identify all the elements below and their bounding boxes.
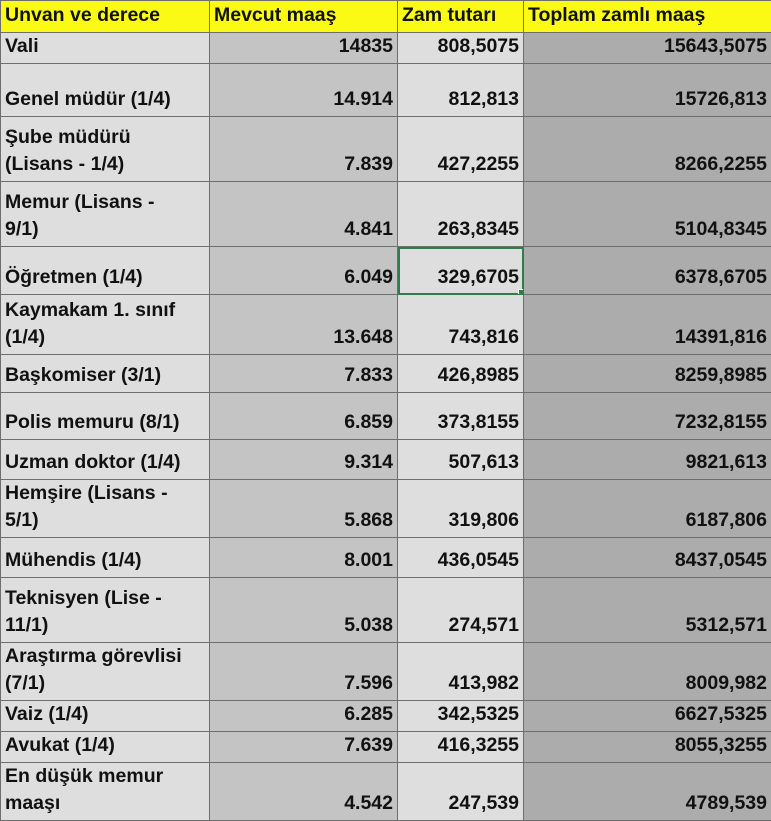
- current-cell[interactable]: 9.314: [210, 440, 398, 480]
- raise-cell[interactable]: 373,8155: [398, 393, 524, 440]
- total-cell[interactable]: 9821,613: [524, 440, 771, 480]
- current-cell[interactable]: 7.839: [210, 117, 398, 182]
- table-row: [1, 643, 771, 701]
- total-cell[interactable]: 14391,816: [524, 295, 771, 355]
- total-cell[interactable]: 15643,5075: [524, 33, 771, 64]
- raise-cell[interactable]: 329,6705: [398, 247, 524, 295]
- current-cell[interactable]: 4.841: [210, 182, 398, 247]
- current-cell[interactable]: 5.038: [210, 578, 398, 643]
- current-cell[interactable]: 6.285: [210, 701, 398, 732]
- current-cell[interactable]: 7.596: [210, 643, 398, 701]
- title-cell[interactable]: Araştırma görevlisi (7/1): [1, 643, 210, 701]
- raise-cell[interactable]: 413,982: [398, 643, 524, 701]
- raise-cell[interactable]: 808,5075: [398, 33, 524, 64]
- title-cell[interactable]: Teknisyen (Lise - 11/1): [1, 578, 210, 643]
- table-row: [1, 117, 771, 182]
- total-cell[interactable]: 15726,813: [524, 64, 771, 117]
- title-cell[interactable]: Mühendis (1/4): [1, 538, 210, 578]
- raise-cell[interactable]: 247,539: [398, 763, 524, 821]
- raise-cell[interactable]: 274,571: [398, 578, 524, 643]
- total-cell[interactable]: 5312,571: [524, 578, 771, 643]
- table-row: [1, 732, 771, 763]
- table-body: [1, 33, 771, 821]
- table-row: [1, 33, 771, 64]
- header-cell[interactable]: Toplam zamlı maaş: [524, 1, 771, 33]
- current-cell[interactable]: 5.868: [210, 480, 398, 538]
- total-cell[interactable]: 8055,3255: [524, 732, 771, 763]
- title-cell[interactable]: Polis memuru (8/1): [1, 393, 210, 440]
- title-cell[interactable]: Hemşire (Lisans - 5/1): [1, 480, 210, 538]
- table-row: [1, 701, 771, 732]
- table-row: [1, 578, 771, 643]
- title-cell[interactable]: En düşük memur maaşı: [1, 763, 210, 821]
- table-row: [1, 247, 771, 295]
- table-row: [1, 480, 771, 538]
- total-cell[interactable]: 8437,0545: [524, 538, 771, 578]
- raise-cell[interactable]: 426,8985: [398, 355, 524, 393]
- header-row: [1, 1, 771, 33]
- current-cell[interactable]: 13.648: [210, 295, 398, 355]
- table-row: [1, 182, 771, 247]
- header-cell[interactable]: Mevcut maaş: [210, 1, 398, 33]
- current-cell[interactable]: 4.542: [210, 763, 398, 821]
- title-cell[interactable]: Vaiz (1/4): [1, 701, 210, 732]
- title-cell[interactable]: Öğretmen (1/4): [1, 247, 210, 295]
- current-cell[interactable]: 14.914: [210, 64, 398, 117]
- title-cell[interactable]: Avukat (1/4): [1, 732, 210, 763]
- total-cell[interactable]: 5104,8345: [524, 182, 771, 247]
- header-cell[interactable]: Unvan ve derece: [1, 1, 210, 33]
- title-cell[interactable]: Başkomiser (3/1): [1, 355, 210, 393]
- title-cell[interactable]: Uzman doktor (1/4): [1, 440, 210, 480]
- total-cell[interactable]: 4789,539: [524, 763, 771, 821]
- title-cell[interactable]: Memur (Lisans - 9/1): [1, 182, 210, 247]
- total-cell[interactable]: 6378,6705: [524, 247, 771, 295]
- raise-cell[interactable]: 319,806: [398, 480, 524, 538]
- table-row: [1, 538, 771, 578]
- table-row: [1, 355, 771, 393]
- total-cell[interactable]: 8266,2255: [524, 117, 771, 182]
- current-cell[interactable]: 6.049: [210, 247, 398, 295]
- raise-cell[interactable]: 436,0545: [398, 538, 524, 578]
- raise-cell[interactable]: 342,5325: [398, 701, 524, 732]
- title-cell[interactable]: Vali: [1, 33, 210, 64]
- total-cell[interactable]: 8009,982: [524, 643, 771, 701]
- current-cell[interactable]: 7.639: [210, 732, 398, 763]
- current-cell[interactable]: 6.859: [210, 393, 398, 440]
- table-row: [1, 440, 771, 480]
- raise-cell[interactable]: 507,613: [398, 440, 524, 480]
- raise-cell[interactable]: 263,8345: [398, 182, 524, 247]
- raise-cell[interactable]: 416,3255: [398, 732, 524, 763]
- total-cell[interactable]: 6187,806: [524, 480, 771, 538]
- raise-cell[interactable]: 743,816: [398, 295, 524, 355]
- table-row: [1, 763, 771, 821]
- raise-cell[interactable]: 812,813: [398, 64, 524, 117]
- total-cell[interactable]: 7232,8155: [524, 393, 771, 440]
- raise-cell[interactable]: 427,2255: [398, 117, 524, 182]
- total-cell[interactable]: 8259,8985: [524, 355, 771, 393]
- header-cell[interactable]: Zam tutarı: [398, 1, 524, 33]
- title-cell[interactable]: Genel müdür (1/4): [1, 64, 210, 117]
- current-cell[interactable]: 8.001: [210, 538, 398, 578]
- table-row: [1, 64, 771, 117]
- current-cell[interactable]: 7.833: [210, 355, 398, 393]
- title-cell[interactable]: Kaymakam 1. sınıf (1/4): [1, 295, 210, 355]
- total-cell[interactable]: 6627,5325: [524, 701, 771, 732]
- title-cell[interactable]: Şube müdürü (Lisans - 1/4): [1, 117, 210, 182]
- table-row: [1, 295, 771, 355]
- table-row: [1, 393, 771, 440]
- current-cell[interactable]: 14835: [210, 33, 398, 64]
